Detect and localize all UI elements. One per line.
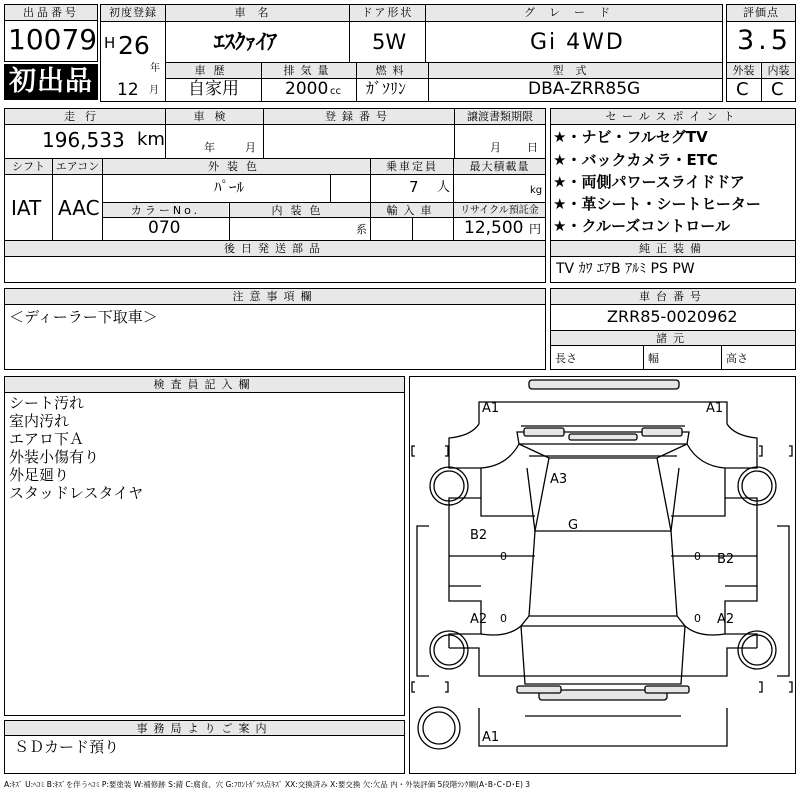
capacity-unit: 人 xyxy=(437,180,451,195)
marker-zero-right-2: 0 xyxy=(694,612,701,625)
history-value: 自家用 xyxy=(188,79,239,99)
month-unit: 月 xyxy=(149,85,159,96)
marker-zero-left-1: 0 xyxy=(500,550,507,563)
model-label: 型式 xyxy=(429,63,722,78)
damage-g: G xyxy=(568,518,579,533)
ac-label: エアコン xyxy=(53,159,102,174)
int-label: 内装 xyxy=(762,63,795,78)
inspection-month-unit: 月 xyxy=(245,141,256,154)
legend-text: A:ｷｽﾞ U:ﾍｺﾐ B:ｷｽﾞを伴うﾍｺﾐ P:要塗装 W:補修跡 S:錆 C:腐食、穴 G:ﾌﾛﾝﾄｶﾞﾗｽ点ｷｽﾞ XX:交換済み X:要交換 欠:欠品 内・外装評価 5段階ﾗﾝｸ順(A･B･C･D･E) 3 xyxy=(4,780,531,789)
inspector-line-4: 外装小傷有り xyxy=(9,448,100,466)
shift-value: IAT xyxy=(11,196,42,220)
max-load-label: 最大積載量 xyxy=(454,159,545,174)
inspection-label: 車検 xyxy=(166,109,263,124)
history-label: 車歴 xyxy=(166,63,261,78)
displacement-unit: cc xyxy=(330,86,341,97)
color-no-value: 070 xyxy=(148,218,181,238)
office-value: ＳＤカード預り xyxy=(14,738,120,756)
grade-value: Gi 4WD xyxy=(530,30,625,55)
fuel-label: 燃料 xyxy=(357,63,428,78)
inspector-line-1: シート汚れ xyxy=(9,394,85,412)
transfer-label: 譲渡書類期限 xyxy=(455,109,545,124)
door-type: 5W xyxy=(372,30,407,54)
recycle-value: 12,500 xyxy=(464,218,524,238)
office-label: 事務局よりご案内 xyxy=(5,721,404,735)
marker-zero-right-1: 0 xyxy=(694,550,701,563)
max-load-unit: kg xyxy=(530,185,543,196)
score-value: 3.5 xyxy=(737,25,792,56)
recycle-label: リサイクル預託金 xyxy=(454,203,545,217)
int-color-label: 内装色 xyxy=(230,203,370,217)
selling-point-2: ★・バックカメラ・ETC xyxy=(553,151,718,169)
door-label: ドア形状 xyxy=(350,5,425,21)
displacement-label: 排気量 xyxy=(262,63,356,78)
inspector-line-6: スタッドレスタイヤ xyxy=(9,484,144,502)
damage-a1-front-right: A1 xyxy=(706,401,724,416)
later-parts-label: 後日発送部品 xyxy=(5,241,545,256)
length-label: 長さ xyxy=(555,352,577,365)
shift-label: シフト xyxy=(5,159,52,174)
reg-no-label: 登録番号 xyxy=(264,109,454,124)
notes-label: 注意事項欄 xyxy=(5,289,545,304)
selling-point-1: ★・ナビ・フルセグTV xyxy=(553,128,708,146)
reg-year: 26 xyxy=(118,31,150,60)
vehicle-diagram xyxy=(409,376,796,774)
year-unit: 年 xyxy=(150,63,160,74)
notes-value: ＜ディーラー下取車＞ xyxy=(9,308,158,326)
inspector-line-3: エアロ下Ａ xyxy=(9,430,85,448)
score-label: 評価点 xyxy=(727,5,795,21)
lot-label: 出品番号 xyxy=(5,5,97,21)
first-reg-label: 初度登録 xyxy=(101,5,165,21)
color-no-label: カラーNo. xyxy=(103,203,228,217)
inspector-line-5: 外足廻り xyxy=(9,466,70,484)
capacity-value: 7 xyxy=(409,178,419,196)
reg-month: 12 xyxy=(117,80,139,100)
capacity-label: 乗車定員 xyxy=(371,159,453,174)
displacement-value: 2000 xyxy=(285,79,329,99)
fuel-value: ｶﾞｿﾘﾝ xyxy=(366,79,407,98)
selling-point-4: ★・革シート・シートヒーター xyxy=(553,195,761,213)
era-letter: H xyxy=(104,34,116,52)
int-grade: C xyxy=(771,79,784,100)
grade-label: グレード xyxy=(426,5,722,21)
selling-point-5: ★・クルーズコントロール xyxy=(553,217,730,235)
transfer-day-unit: 日 xyxy=(527,141,538,154)
damage-b2-right: B2 xyxy=(717,552,735,567)
inspection-year-unit: 年 xyxy=(204,141,215,154)
chassis-label: 車台番号 xyxy=(551,289,795,304)
damage-a2-left: A2 xyxy=(470,612,488,627)
selling-points-label: セールスポイント xyxy=(551,109,795,124)
height-label: 高さ xyxy=(726,352,748,365)
dims-label: 諸元 xyxy=(551,331,795,345)
ac-value: AAC xyxy=(58,196,100,220)
inspector-line-2: 室内汚れ xyxy=(9,412,70,430)
model-value: DBA-ZRR85G xyxy=(528,79,641,99)
damage-a1-rear: A1 xyxy=(482,730,500,745)
import-label: 輸入車 xyxy=(371,203,453,217)
ext-color-value: ﾊﾟｰﾙ xyxy=(214,178,245,196)
mileage-unit: km xyxy=(137,129,165,150)
mileage-label: 走行 xyxy=(5,109,165,124)
car-name: ｴｽｸｧｲｱ xyxy=(214,30,277,54)
int-color-unit: 系 xyxy=(356,223,367,236)
damage-a1-front-left: A1 xyxy=(482,401,500,416)
damage-a3: A3 xyxy=(550,472,568,487)
first-listing-text: 初出品 xyxy=(9,66,93,97)
inspector-label: 検査員記入欄 xyxy=(5,377,404,392)
lot-number: 10079 xyxy=(8,23,98,56)
recycle-unit: 円 xyxy=(529,222,542,236)
damage-a2-right: A2 xyxy=(717,612,735,627)
equipment-label: 純正装備 xyxy=(551,241,795,256)
ext-grade: C xyxy=(736,79,749,100)
marker-zero-left-2: 0 xyxy=(500,612,507,625)
mileage-value: 196,533 xyxy=(42,128,125,152)
equipment-value: TV ｶﾜ ｴｱB ｱﾙﾐ PS PW xyxy=(556,261,695,277)
chassis-value: ZRR85-0020962 xyxy=(607,307,738,326)
transfer-month-unit: 月 xyxy=(490,141,501,154)
damage-b2-left: B2 xyxy=(470,528,488,543)
ext-label: 外装 xyxy=(727,63,760,78)
width-label: 幅 xyxy=(648,352,659,365)
ext-color-label: 外装色 xyxy=(103,159,370,174)
selling-point-3: ★・両側パワースライドドア xyxy=(553,173,745,191)
car-name-label: 車名 xyxy=(166,5,349,21)
